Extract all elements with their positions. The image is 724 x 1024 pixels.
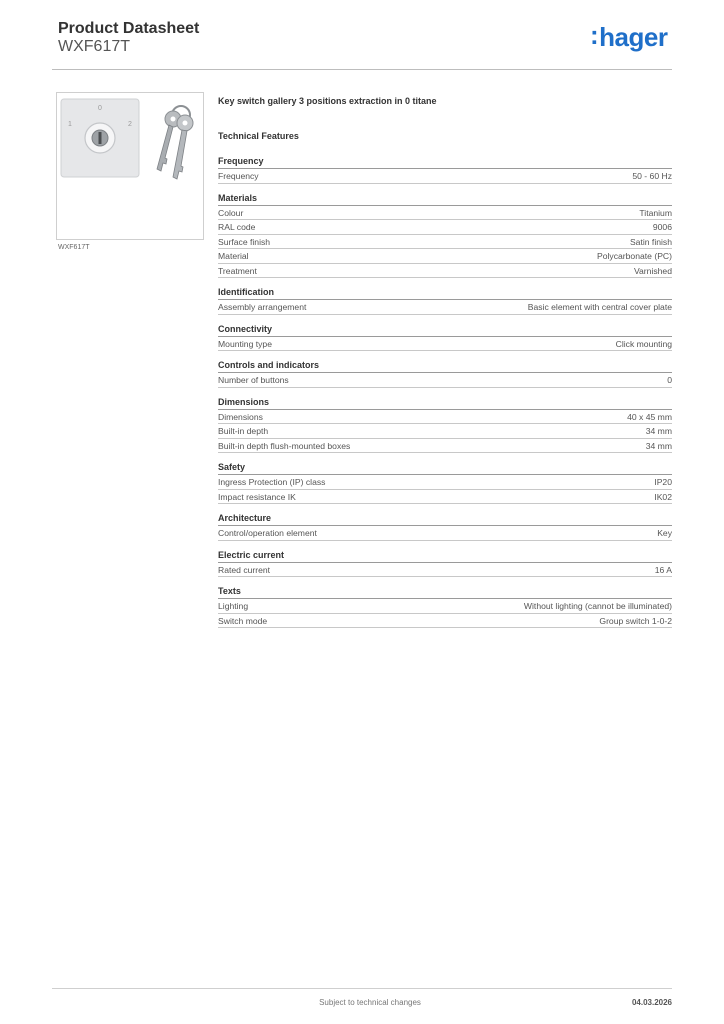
- page-title: Product Datasheet: [58, 20, 200, 37]
- spec-group-title: Frequency: [218, 156, 672, 169]
- spec-group: [218, 360, 672, 388]
- spec-group: [218, 513, 672, 541]
- spec-value: Click mounting: [615, 338, 672, 349]
- spec-label: Dimensions: [218, 411, 263, 422]
- spec-row: [218, 614, 672, 629]
- spec-group-title: Controls and indicators: [218, 360, 672, 373]
- spec-label: Rated current: [218, 564, 271, 575]
- spec-group-title: Texts: [218, 586, 672, 599]
- spec-value: IP20: [654, 477, 672, 487]
- spec-row: [218, 249, 672, 264]
- spec-label: Number of buttons: [218, 375, 289, 385]
- key-switch-illustration: [57, 93, 203, 239]
- spec-row: [218, 264, 672, 279]
- spec-value: 34 mm: [645, 426, 672, 436]
- spec-value: 9006: [652, 222, 672, 232]
- spec-group-title: Connectivity: [218, 324, 672, 337]
- spec-label: Surface finish: [218, 236, 271, 247]
- header-divider: [52, 69, 672, 70]
- spec-value: 34 mm: [645, 440, 672, 451]
- spec-group: [218, 397, 672, 454]
- spec-row: [218, 475, 672, 490]
- spec-group-title: Materials: [218, 193, 672, 206]
- spec-value: Basic element with central cover plate: [527, 302, 672, 312]
- spec-value: Without lighting (cannot be illuminated): [523, 601, 672, 611]
- spec-label: Colour: [218, 207, 244, 218]
- product-image: [56, 92, 204, 240]
- spec-label: Material: [218, 251, 249, 261]
- spec-row: [218, 563, 672, 578]
- spec-value: Titanium: [639, 207, 672, 218]
- technical-specs: [218, 156, 672, 637]
- spec-label: Control/operation element: [218, 528, 317, 538]
- dial-label-1: 1: [68, 121, 72, 128]
- footer-note: Subject to technical changes: [319, 998, 421, 1007]
- dial-label-2: 2: [128, 121, 132, 128]
- product-code: WXF617T: [58, 38, 131, 55]
- spec-label: Built-in depth flush-mounted boxes: [218, 440, 351, 451]
- spec-group-title: Identification: [218, 287, 672, 300]
- spec-value: IK02: [654, 491, 672, 502]
- footer-date: 04.03.2026: [631, 998, 672, 1007]
- logo-colon-mark: :: [590, 20, 599, 50]
- spec-group: [218, 462, 672, 504]
- spec-group: [218, 586, 672, 628]
- spec-label: Treatment: [218, 265, 257, 276]
- spec-label: Assembly arrangement: [218, 302, 307, 312]
- spec-row: [218, 337, 672, 352]
- spec-row: [218, 410, 672, 425]
- footer-divider: [52, 988, 672, 989]
- spec-row: [218, 235, 672, 250]
- spec-group-title: Electric current: [218, 550, 672, 563]
- spec-row: [218, 424, 672, 439]
- spec-group: [218, 193, 672, 279]
- spec-group: [218, 156, 672, 184]
- spec-row: [218, 439, 672, 454]
- spec-label: Impact resistance IK: [218, 491, 296, 502]
- image-caption: WXF617T: [58, 244, 90, 251]
- spec-group: [218, 324, 672, 352]
- spec-value: 0: [667, 375, 672, 385]
- spec-row: [218, 599, 672, 614]
- spec-value: Group switch 1-0-2: [599, 615, 672, 626]
- spec-value: 50 - 60 Hz: [632, 171, 672, 181]
- spec-row: [218, 206, 672, 221]
- spec-value: 40 x 45 mm: [627, 411, 672, 422]
- spec-value: Satin finish: [629, 236, 672, 247]
- spec-group: [218, 287, 672, 315]
- spec-label: Ingress Protection (IP) class: [218, 477, 326, 487]
- spec-group-title: Architecture: [218, 513, 672, 526]
- spec-group: [218, 550, 672, 578]
- spec-row: [218, 526, 672, 541]
- spec-label: Mounting type: [218, 338, 272, 349]
- spec-label: Frequency: [218, 171, 259, 181]
- spec-value: Varnished: [633, 265, 672, 276]
- spec-row: [218, 490, 672, 505]
- spec-label: Switch mode: [218, 615, 268, 626]
- hager-logo: [590, 20, 668, 52]
- logo-text: hager: [599, 22, 668, 52]
- spec-row: [218, 300, 672, 315]
- spec-value: Key: [657, 528, 672, 538]
- spec-row: [218, 169, 672, 184]
- spec-label: Built-in depth: [218, 426, 269, 436]
- spec-value: 16 A: [654, 564, 672, 575]
- dial-label-0: 0: [98, 105, 102, 112]
- spec-group-title: Safety: [218, 462, 672, 475]
- product-title: Key switch gallery 3 positions extraction in 0 titane: [218, 96, 437, 106]
- spec-label: Lighting: [218, 601, 249, 611]
- spec-row: [218, 373, 672, 388]
- section-heading: Technical Features: [218, 131, 299, 141]
- spec-group-title: Dimensions: [218, 397, 672, 410]
- spec-label: RAL code: [218, 222, 256, 232]
- keys-icon: [157, 106, 193, 179]
- keyhole: [99, 132, 102, 144]
- spec-value: Polycarbonate (PC): [597, 251, 672, 261]
- spec-row: [218, 220, 672, 235]
